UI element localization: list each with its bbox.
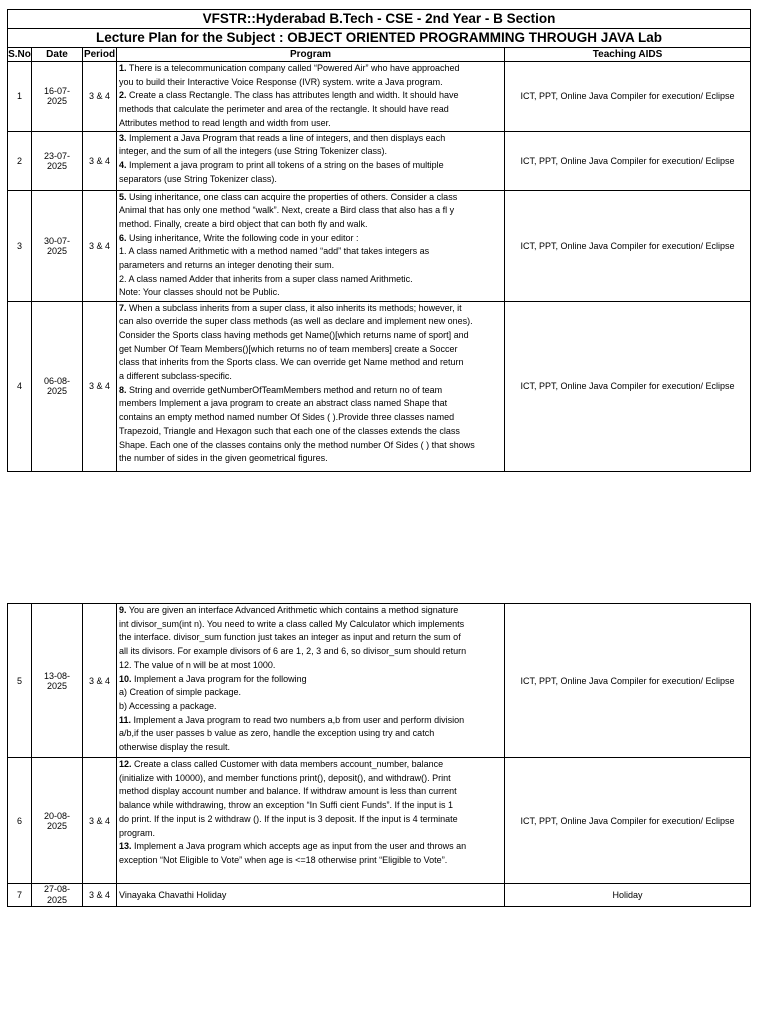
row-teaching-aids: Holiday: [505, 884, 751, 907]
program-text: Implement a Java Program that reads a line of integers, and then displays each: [126, 132, 446, 143]
program-line: [119, 397, 503, 411]
program-text: Note: Your classes should not be Public.: [119, 287, 280, 298]
row-period: 3 & 4: [83, 758, 117, 884]
program-text: Implement a Java program for the following: [131, 673, 307, 684]
program-text: (initialize with 10000), and member functions print(), deposit(), and withdraw(). Print: [119, 772, 451, 783]
row-sno: 4: [8, 301, 32, 471]
program-line: [119, 315, 503, 329]
table-row: [8, 131, 751, 190]
program-line: [119, 232, 503, 246]
program-text: balance while withdrawing, throw an exception “In Suffi cient Funds”. If the input is 1: [119, 800, 454, 811]
program-line: [119, 286, 503, 300]
program-text: you to build their Interactive Voice Response (IVR) system. write a Java program.: [119, 76, 443, 87]
program-line: [119, 604, 503, 618]
program-number: 4.: [119, 159, 127, 170]
lecture-plan-table-page2: [7, 603, 751, 907]
program-text: program.: [119, 827, 156, 838]
program-number: 5.: [119, 191, 127, 202]
program-line: [119, 159, 503, 173]
program-line: [119, 452, 503, 466]
program-text: all its divisors. For example divisors of 6 are 1, 2, 3 and 6, so divisor_sum should return: [119, 646, 467, 657]
program-text: integer, and the sum of all the integers (use String Tokenizer class).: [119, 146, 387, 157]
column-header-period: Period: [83, 48, 116, 60]
program-text: Shape. Each one of the classes contains only the method number Of Sides ( ) that shows: [119, 439, 475, 450]
program-number: 2.: [119, 90, 127, 101]
program-line: [119, 727, 503, 741]
program-text: There is a telecommunication company called “Powered Air” who have approached: [126, 63, 460, 73]
program-text: Trapezoid, Triangle and Hexagon such that each one of the classes extends the class: [119, 425, 460, 436]
program-line: [119, 245, 503, 259]
column-header-program: Program: [117, 48, 505, 62]
table-row: [8, 62, 751, 132]
program-line: [119, 89, 503, 103]
row-date: 27-08-2025: [32, 884, 83, 907]
column-header-aids: Teaching AIDS: [505, 48, 751, 62]
program-line: [119, 673, 503, 687]
program-text: separators (use String Tokenizer class).: [119, 173, 277, 184]
program-text: members Implement a java program to create an abstract class named Shape that: [119, 398, 448, 409]
program-text: Consider the Sports class having methods get Name()[which returns name of sport] and: [119, 329, 469, 340]
program-line: [119, 103, 503, 117]
row-program: [117, 884, 505, 907]
program-number: 11.: [119, 714, 132, 725]
row-program: [117, 62, 505, 132]
program-text: Implement a java program to print all tokens of a string on the bases of multiple: [126, 159, 444, 170]
program-text: Create a class called Customer with data members account_number, balance: [131, 759, 444, 769]
program-line: [119, 384, 503, 398]
program-line: [119, 799, 503, 813]
program-text: otherwise display the result.: [119, 742, 231, 753]
program-line: [119, 343, 503, 357]
program-line: [119, 76, 503, 90]
program-text: a different subclass-specific.: [119, 371, 232, 382]
program-text: Implement a Java program which accepts age as input from the user and throws an: [131, 841, 467, 852]
program-line: [119, 370, 503, 384]
row-period: 3 & 4: [83, 62, 117, 132]
program-number: 1.: [119, 63, 127, 73]
program-number: 10.: [119, 673, 132, 684]
program-line: [119, 840, 503, 854]
column-header-sno: S.No: [8, 48, 31, 60]
row-teaching-aids: ICT, PPT, Online Java Compiler for execution/ Eclipse: [505, 604, 751, 758]
lecture-plan-table-page1: [7, 9, 751, 472]
program-line: [119, 425, 503, 439]
row-teaching-aids: ICT, PPT, Online Java Compiler for execution/ Eclipse: [505, 131, 751, 190]
program-line: [119, 191, 503, 205]
program-line: [119, 772, 503, 786]
row-program: [117, 604, 505, 758]
program-text: exception “Not Eligible to Vote” when age is <=18 otherwise print “Eligible to Vote”.: [119, 854, 448, 865]
program-number: 6.: [119, 232, 127, 243]
table-row: [8, 604, 751, 758]
row-program: [117, 131, 505, 190]
program-line: [119, 659, 503, 673]
program-text: Attributes method to read length and width from user.: [119, 117, 331, 128]
row-program: [117, 190, 505, 301]
program-number: 13.: [119, 841, 132, 852]
row-sno: 7: [8, 884, 32, 907]
row-teaching-aids: ICT, PPT, Online Java Compiler for execution/ Eclipse: [505, 301, 751, 471]
row-date: 20-08-2025: [32, 758, 83, 884]
program-text: Animal that has only one method “walk”. Next, create a Bird class that also has a fl y: [119, 205, 455, 216]
program-line: [119, 785, 503, 799]
program-number: 12.: [119, 759, 132, 769]
program-line: [119, 439, 503, 453]
program-line: [119, 618, 503, 632]
program-text: a) Creation of simple package.: [119, 687, 242, 698]
program-text: methods that calculate the perimeter and area of the rectangle. It should have read: [119, 104, 449, 115]
program-line: [119, 854, 503, 868]
row-period: 3 & 4: [83, 190, 117, 301]
program-line: [119, 631, 503, 645]
program-text: the interface. divisor_sum function just takes an integer as input and return the sum of: [119, 632, 461, 643]
program-text: Implement a Java program to read two numbers a,b from user and perform division: [131, 714, 465, 725]
program-line: [119, 700, 503, 714]
program-text: the number of sides in the given geometrical figures.: [119, 453, 328, 464]
column-header-date: Date: [32, 48, 83, 62]
row-date: 23-07-2025: [32, 131, 83, 190]
program-text: 2. A class named Adder that inherits from a super class named Arithmetic.: [119, 273, 413, 284]
program-line: [119, 813, 503, 827]
program-number: 8.: [119, 384, 127, 395]
program-line: [119, 741, 503, 755]
row-sno: 2: [8, 131, 32, 190]
program-line: [119, 714, 503, 728]
program-text: can also override the super class methods (as well as declare and implement new ones).: [119, 316, 473, 327]
row-sno: 3: [8, 190, 32, 301]
subject-title: Lecture Plan for the Subject : OBJECT ORIENTED PROGRAMMING THROUGH JAVA Lab: [8, 29, 751, 48]
program-line: [119, 645, 503, 659]
row-teaching-aids: ICT, PPT, Online Java Compiler for execution/ Eclipse: [505, 62, 751, 132]
row-program: [117, 758, 505, 884]
program-line: [119, 204, 503, 218]
program-line: [119, 62, 503, 76]
table-row: [8, 758, 751, 884]
program-text: 1. A class named Arithmetic with a method named “add” that takes integers as: [119, 246, 430, 257]
program-line: [119, 273, 503, 287]
table-row: [8, 301, 751, 471]
program-text: Create a class Rectangle. The class has attributes length and width. It should have: [126, 90, 459, 101]
program-line: [119, 827, 503, 841]
program-text: class that inherits from the Sports class. We can override get Name method and return: [119, 357, 464, 368]
document-title: VFSTR::Hyderabad B.Tech - CSE - 2nd Year - B Section: [8, 10, 751, 29]
table-row: [8, 884, 751, 907]
program-text: Using inheritance, Write the following code in your editor :: [126, 232, 359, 243]
row-sno: 1: [8, 62, 32, 132]
row-date: 13-08-2025: [32, 604, 83, 758]
program-line: [119, 329, 503, 343]
row-program: [117, 301, 505, 471]
program-text: do print. If the input is 2 withdraw (). If the input is 3 deposit. If the input is 4 terminate: [119, 813, 458, 824]
row-period: 3 & 4: [83, 884, 117, 907]
program-text: int divisor_sum(int n). You need to write a class called My Calculator which implements: [119, 618, 465, 629]
row-date: 06-08-2025: [32, 301, 83, 471]
program-text: b) Accessing a package.: [119, 700, 217, 711]
program-number: 9.: [119, 605, 127, 615]
program-line: [119, 117, 503, 131]
program-line: [119, 173, 503, 187]
program-line: [119, 302, 503, 316]
program-text: method display account number and balance. If withdraw amount is less than current: [119, 786, 457, 797]
program-line: [119, 145, 503, 159]
program-text: a/b,if the user passes b value as zero, handle the exception using try and catch: [119, 728, 435, 739]
row-sno: 6: [8, 758, 32, 884]
program-text: method. Finally, create a bird object that can both fly and walk.: [119, 218, 368, 229]
program-line: [119, 411, 503, 425]
program-text: parameters and returns an integer denoting their sum.: [119, 260, 335, 271]
row-date: 16-07-2025: [32, 62, 83, 132]
table-row: [8, 190, 751, 301]
row-date: 30-07-2025: [32, 190, 83, 301]
program-text: Using inheritance, one class can acquire the properties of others. Consider a class: [126, 191, 458, 202]
program-text: You are given an interface Advanced Arithmetic which contains a method signature: [126, 605, 459, 615]
program-text: contains an empty method named number Of Sides ( ).Provide three classes named: [119, 412, 455, 423]
program-text: String and override getNumberOfTeamMembers method and return no of team: [126, 384, 443, 395]
program-text: When a subclass inherits from a super class, it also inherits its methods; however, it: [126, 302, 462, 313]
row-period: 3 & 4: [83, 131, 117, 190]
program-text: 12. The value of n will be at most 1000.: [119, 659, 276, 670]
row-period: 3 & 4: [83, 301, 117, 471]
program-line: [119, 758, 503, 772]
program-line: [119, 218, 503, 232]
row-sno: 5: [8, 604, 32, 758]
program-number: 3.: [119, 132, 127, 143]
program-line: [119, 890, 503, 901]
program-line: [119, 686, 503, 700]
column-header-row: [8, 48, 751, 62]
row-period: 3 & 4: [83, 604, 117, 758]
program-text: Vinayaka Chavathi Holiday: [119, 889, 227, 900]
row-teaching-aids: ICT, PPT, Online Java Compiler for execution/ Eclipse: [505, 190, 751, 301]
row-teaching-aids: ICT, PPT, Online Java Compiler for execution/ Eclipse: [505, 758, 751, 884]
program-number: 7.: [119, 302, 127, 313]
program-line: [119, 259, 503, 273]
program-line: [119, 356, 503, 370]
program-line: [119, 132, 503, 146]
program-text: get Number Of Team Members()[which returns no of team members] create a Soccer: [119, 343, 458, 354]
